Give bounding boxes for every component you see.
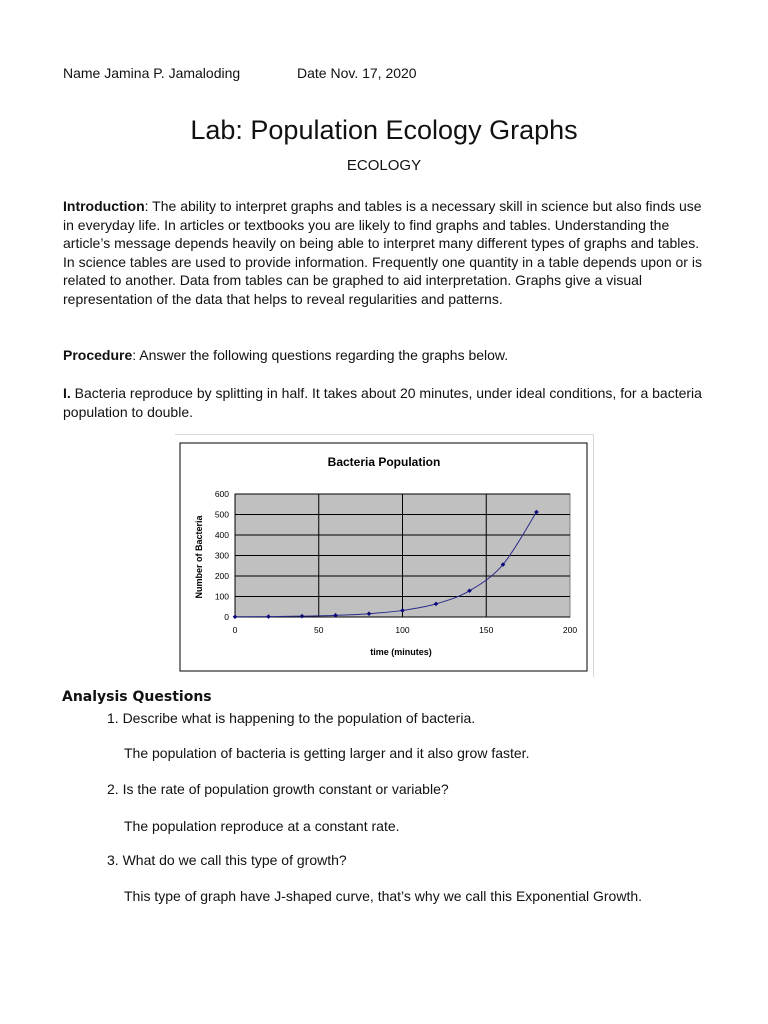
page-title: Lab: Population Ecology Graphs [190,115,578,145]
page-subtitle: ECOLOGY [346,157,422,174]
procedure-text: : Answer the following questions regarding the graphs below. [132,347,509,363]
introduction-label: Introduction [63,198,145,214]
bacteria-chart-frame [175,434,594,677]
x-tick-label: 100 [395,625,410,635]
y-axis-label: Number of Bacteria [194,515,204,599]
question-2: 2. Is the rate of population growth constant or variable? [107,781,449,797]
answer-2: The population reproduce at a constant rate. [124,818,400,834]
answer-1: The population of bacteria is getting larger and it also grow faster. [124,745,530,761]
y-tick-label: 0 [224,612,229,622]
x-axis-label: time (minutes) [370,647,432,657]
introduction-paragraph [63,197,713,309]
x-tick-label: 50 [314,625,324,635]
procedure-label: Procedure [63,347,133,363]
question-1: 1. Describe what is happening to the population of bacteria. [107,710,476,726]
y-tick-label: 100 [214,591,229,602]
x-tick-label: 150 [479,625,494,635]
answer-3: This type of graph have J-shaped curve, that’s why we call this Exponential Growth. [124,888,643,904]
y-tick-label: 200 [214,571,229,581]
header-line [63,65,417,81]
x-tick-label: 200 [562,625,578,635]
part-one-label: I. [63,385,71,401]
y-tick-label: 300 [214,550,229,561]
student-name: Name Jamina P. Jamaloding [63,65,241,81]
x-tick-label: 0 [232,625,238,635]
y-tick-label: 500 [214,509,229,520]
bacteria-population-chart [175,435,593,677]
procedure-paragraph [63,346,713,365]
part-one-paragraph [63,384,713,421]
y-tick-label: 600 [214,489,229,499]
analysis-questions-heading: Analysis Questions [62,689,212,705]
part-one-text: Bacteria reproduce by splitting in half. It takes about 20 minutes, under ideal conditions, for a bacteria population to double. [63,385,702,420]
introduction-text: : The ability to interpret graphs and tables is a necessary skill in science but also finds use in everyday life. In articles or textbooks you are likely to find graphs and tables. Understanding the article’s message depends heavily on being able to interpret many different types of graphs and tables. In science tables are used to provide information. Frequently one quantity in a table depends upon or is related to another. Data from tables can be graphed to aid interpretation. Graphs give a visual representation of the data that helps to reveal regularities and patterns. [63,198,702,307]
y-tick-label: 400 [214,530,229,540]
date: Date Nov. 17, 2020 [297,65,417,81]
question-3: 3. What do we call this type of growth? [107,852,347,868]
chart-title: Bacteria Population [327,455,441,469]
